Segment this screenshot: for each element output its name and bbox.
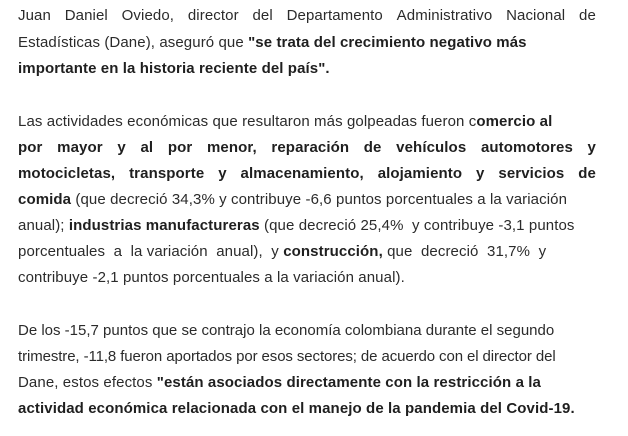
word: Departamento [286, 7, 383, 24]
word: de [579, 7, 596, 24]
bold-segment: omercio al [476, 113, 553, 130]
text-segment: porcentuales a la variación anual), y [18, 243, 284, 260]
quote-bold: actividad económica relacionada con el manejo de la pandemia del Covid-19. [18, 400, 575, 417]
paragraph-1-line-2 [18, 33, 596, 53]
paragraph-3-line-4 [18, 399, 596, 419]
paragraph-2-line-4 [18, 190, 596, 210]
paragraph-3-line-2 [18, 347, 596, 367]
word: Juan [18, 7, 51, 24]
bold-segment: construcción, [283, 243, 383, 260]
text-segment: Estadísticas (Dane), aseguró que [18, 34, 249, 51]
paragraph-2-line-5 [18, 216, 596, 236]
text-segment: Dane, estos efectos [18, 374, 157, 391]
paragraph-2-line-6 [18, 242, 596, 262]
paragraph-3-line-1 [18, 321, 596, 341]
bold-segment: industrias manufactureras [68, 217, 260, 234]
paragraph-2-line-3 [18, 164, 596, 184]
text-segment: contribuye -2,1 puntos porcentuales a la variación anual). [18, 269, 405, 286]
word: Nacional [506, 7, 566, 24]
paragraph-1-line-1 [18, 6, 596, 26]
quote-bold: "están asociados directamente con la restricción a la [156, 374, 541, 391]
text-segment: De los -15,7 puntos que se contrajo la economía colombiana durante el segundo [18, 322, 555, 339]
text-segment: (que decreció 34,3% y contribuye -6,6 puntos porcentuales a la variación [71, 191, 568, 208]
text-segment: que decreció 31,7% y [382, 243, 547, 260]
word: Daniel [64, 7, 108, 24]
bold-segment: motocicletas, transporte y almacenamiento, alojamiento y servicios de [18, 165, 596, 182]
text-segment: Las actividades económicas que resultaron más golpeadas fueron c [18, 113, 477, 130]
text-segment: (que decreció 25,4% y contribuye -3,1 puntos [259, 217, 575, 234]
paragraph-2-line-1 [18, 112, 596, 132]
bold-segment: por mayor y al por menor, reparación de vehículos automotores y [18, 139, 596, 156]
word: del [252, 7, 273, 24]
quote-bold: importante en la historia reciente del país". [18, 60, 330, 77]
quote-bold: "se trata del crecimiento negativo más [248, 34, 527, 51]
word: Administrativo [396, 7, 493, 24]
paragraph-2-line-7 [18, 268, 596, 288]
paragraph-3-line-3 [18, 373, 596, 393]
word: director [187, 7, 239, 24]
word: Oviedo, [121, 7, 175, 24]
bold-segment: comida [18, 191, 72, 208]
text-segment: anual); [18, 217, 69, 234]
paragraph-1-line-3 [18, 59, 596, 79]
paragraph-2-line-2 [18, 138, 596, 158]
text-segment: trimestre, -11,8 fueron aportados por esos sectores; de acuerdo con el director del [18, 348, 556, 365]
